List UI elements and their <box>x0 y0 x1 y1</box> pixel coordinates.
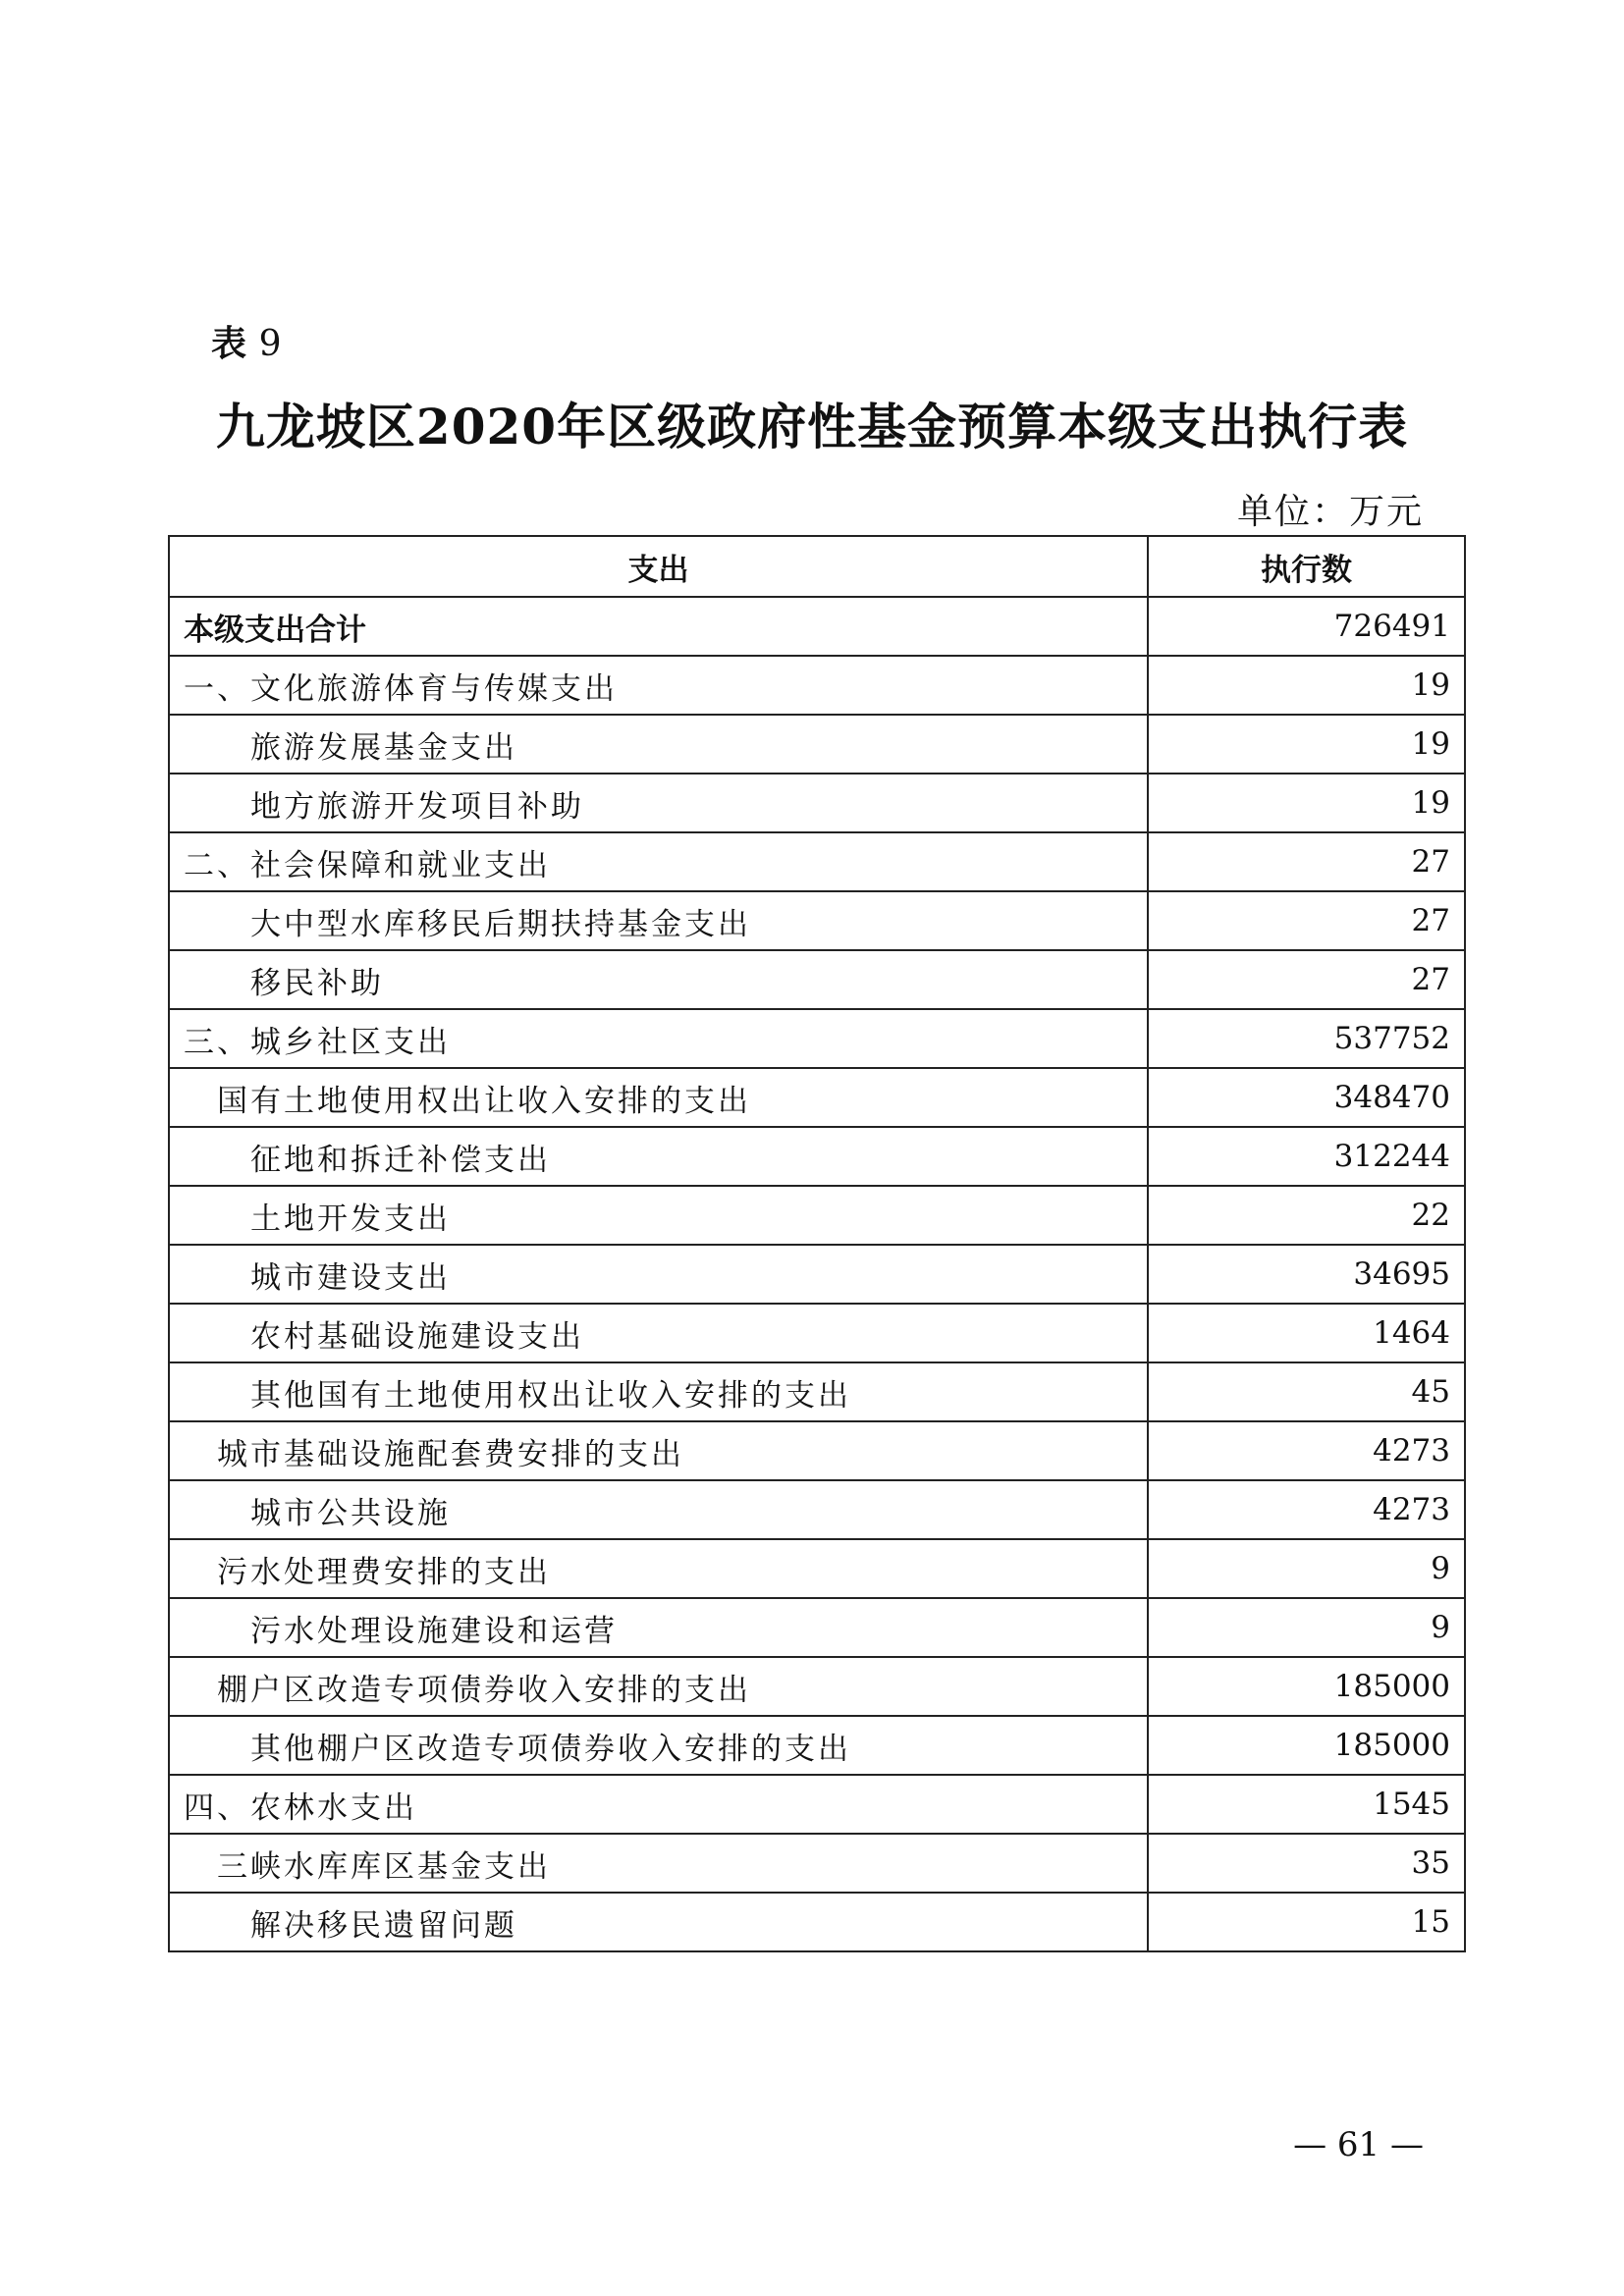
row-value: 45 <box>1148 1362 1465 1421</box>
table-row <box>169 1127 1465 1186</box>
row-value: 19 <box>1148 715 1465 774</box>
row-label: 农村基础设施建设支出 <box>169 1304 1148 1362</box>
table-row <box>169 1068 1465 1127</box>
row-label: 其他国有土地使用权出让收入安排的支出 <box>169 1362 1148 1421</box>
row-value: 312244 <box>1148 1127 1465 1186</box>
row-label: 污水处理费安排的支出 <box>169 1539 1148 1598</box>
table-row <box>169 1304 1465 1362</box>
table-row <box>169 1716 1465 1775</box>
row-label: 地方旅游开发项目补助 <box>169 774 1148 832</box>
row-label: 土地开发支出 <box>169 1186 1148 1245</box>
row-label: 城市基础设施配套费安排的支出 <box>169 1421 1148 1480</box>
table-row <box>169 1598 1465 1657</box>
table-row <box>169 1480 1465 1539</box>
table-row <box>169 1657 1465 1716</box>
table-row <box>169 1775 1465 1834</box>
row-label: 三、城乡社区支出 <box>169 1009 1148 1068</box>
document-title: 九龙坡区2020年区级政府性基金预算本级支出执行表 <box>215 398 1409 455</box>
row-label: 三峡水库库区基金支出 <box>169 1834 1148 1893</box>
table-row <box>169 656 1465 715</box>
table-row <box>169 715 1465 774</box>
row-value: 1464 <box>1148 1304 1465 1362</box>
table-row <box>169 832 1465 891</box>
table-label <box>211 316 281 366</box>
row-value: 35 <box>1148 1834 1465 1893</box>
unit-label: 单位：万元 <box>1236 492 1424 532</box>
table-row <box>169 1009 1465 1068</box>
row-label: 大中型水库移民后期扶持基金支出 <box>169 891 1148 950</box>
row-value: 15 <box>1148 1893 1465 1951</box>
expenditure-table <box>168 535 1466 1952</box>
row-label: 二、社会保障和就业支出 <box>169 832 1148 891</box>
table-row <box>169 1245 1465 1304</box>
row-label: 征地和拆迁补偿支出 <box>169 1127 1148 1186</box>
table-label-prefix: 表 <box>211 324 247 364</box>
row-value: 34695 <box>1148 1245 1465 1304</box>
row-label: 一、文化旅游体育与传媒支出 <box>169 656 1148 715</box>
table-row <box>169 1539 1465 1598</box>
row-value: 22 <box>1148 1186 1465 1245</box>
table-header-row <box>169 536 1465 597</box>
table-row <box>169 1362 1465 1421</box>
column-header-value: 执行数 <box>1148 536 1465 597</box>
table-row <box>169 1834 1465 1893</box>
row-value: 185000 <box>1148 1657 1465 1716</box>
row-label: 城市建设支出 <box>169 1245 1148 1304</box>
row-value: 19 <box>1148 774 1465 832</box>
row-label: 其他棚户区改造专项债券收入安排的支出 <box>169 1716 1148 1775</box>
row-label: 本级支出合计 <box>169 597 1148 656</box>
row-label: 棚户区改造专项债券收入安排的支出 <box>169 1657 1148 1716</box>
row-value: 9 <box>1148 1598 1465 1657</box>
row-value: 348470 <box>1148 1068 1465 1127</box>
row-value: 1545 <box>1148 1775 1465 1834</box>
row-value: 4273 <box>1148 1421 1465 1480</box>
table-label-number: 9 <box>258 324 282 364</box>
table-row <box>169 1893 1465 1951</box>
table-row <box>169 597 1465 656</box>
page-number: — 61 — <box>1293 2125 1424 2164</box>
table-row <box>169 774 1465 832</box>
row-value: 726491 <box>1148 597 1465 656</box>
row-label: 国有土地使用权出让收入安排的支出 <box>169 1068 1148 1127</box>
column-header-item: 支出 <box>169 536 1148 597</box>
row-value: 185000 <box>1148 1716 1465 1775</box>
row-label: 城市公共设施 <box>169 1480 1148 1539</box>
row-label: 四、农林水支出 <box>169 1775 1148 1834</box>
table-row <box>169 950 1465 1009</box>
row-value: 9 <box>1148 1539 1465 1598</box>
table-row <box>169 891 1465 950</box>
row-label: 旅游发展基金支出 <box>169 715 1148 774</box>
row-value: 27 <box>1148 950 1465 1009</box>
row-label: 污水处理设施建设和运营 <box>169 1598 1148 1657</box>
row-label: 移民补助 <box>169 950 1148 1009</box>
row-value: 27 <box>1148 832 1465 891</box>
row-value: 4273 <box>1148 1480 1465 1539</box>
table-row <box>169 1421 1465 1480</box>
row-value: 537752 <box>1148 1009 1465 1068</box>
row-value: 19 <box>1148 656 1465 715</box>
row-label: 解决移民遗留问题 <box>169 1893 1148 1951</box>
table-row <box>169 1186 1465 1245</box>
row-value: 27 <box>1148 891 1465 950</box>
